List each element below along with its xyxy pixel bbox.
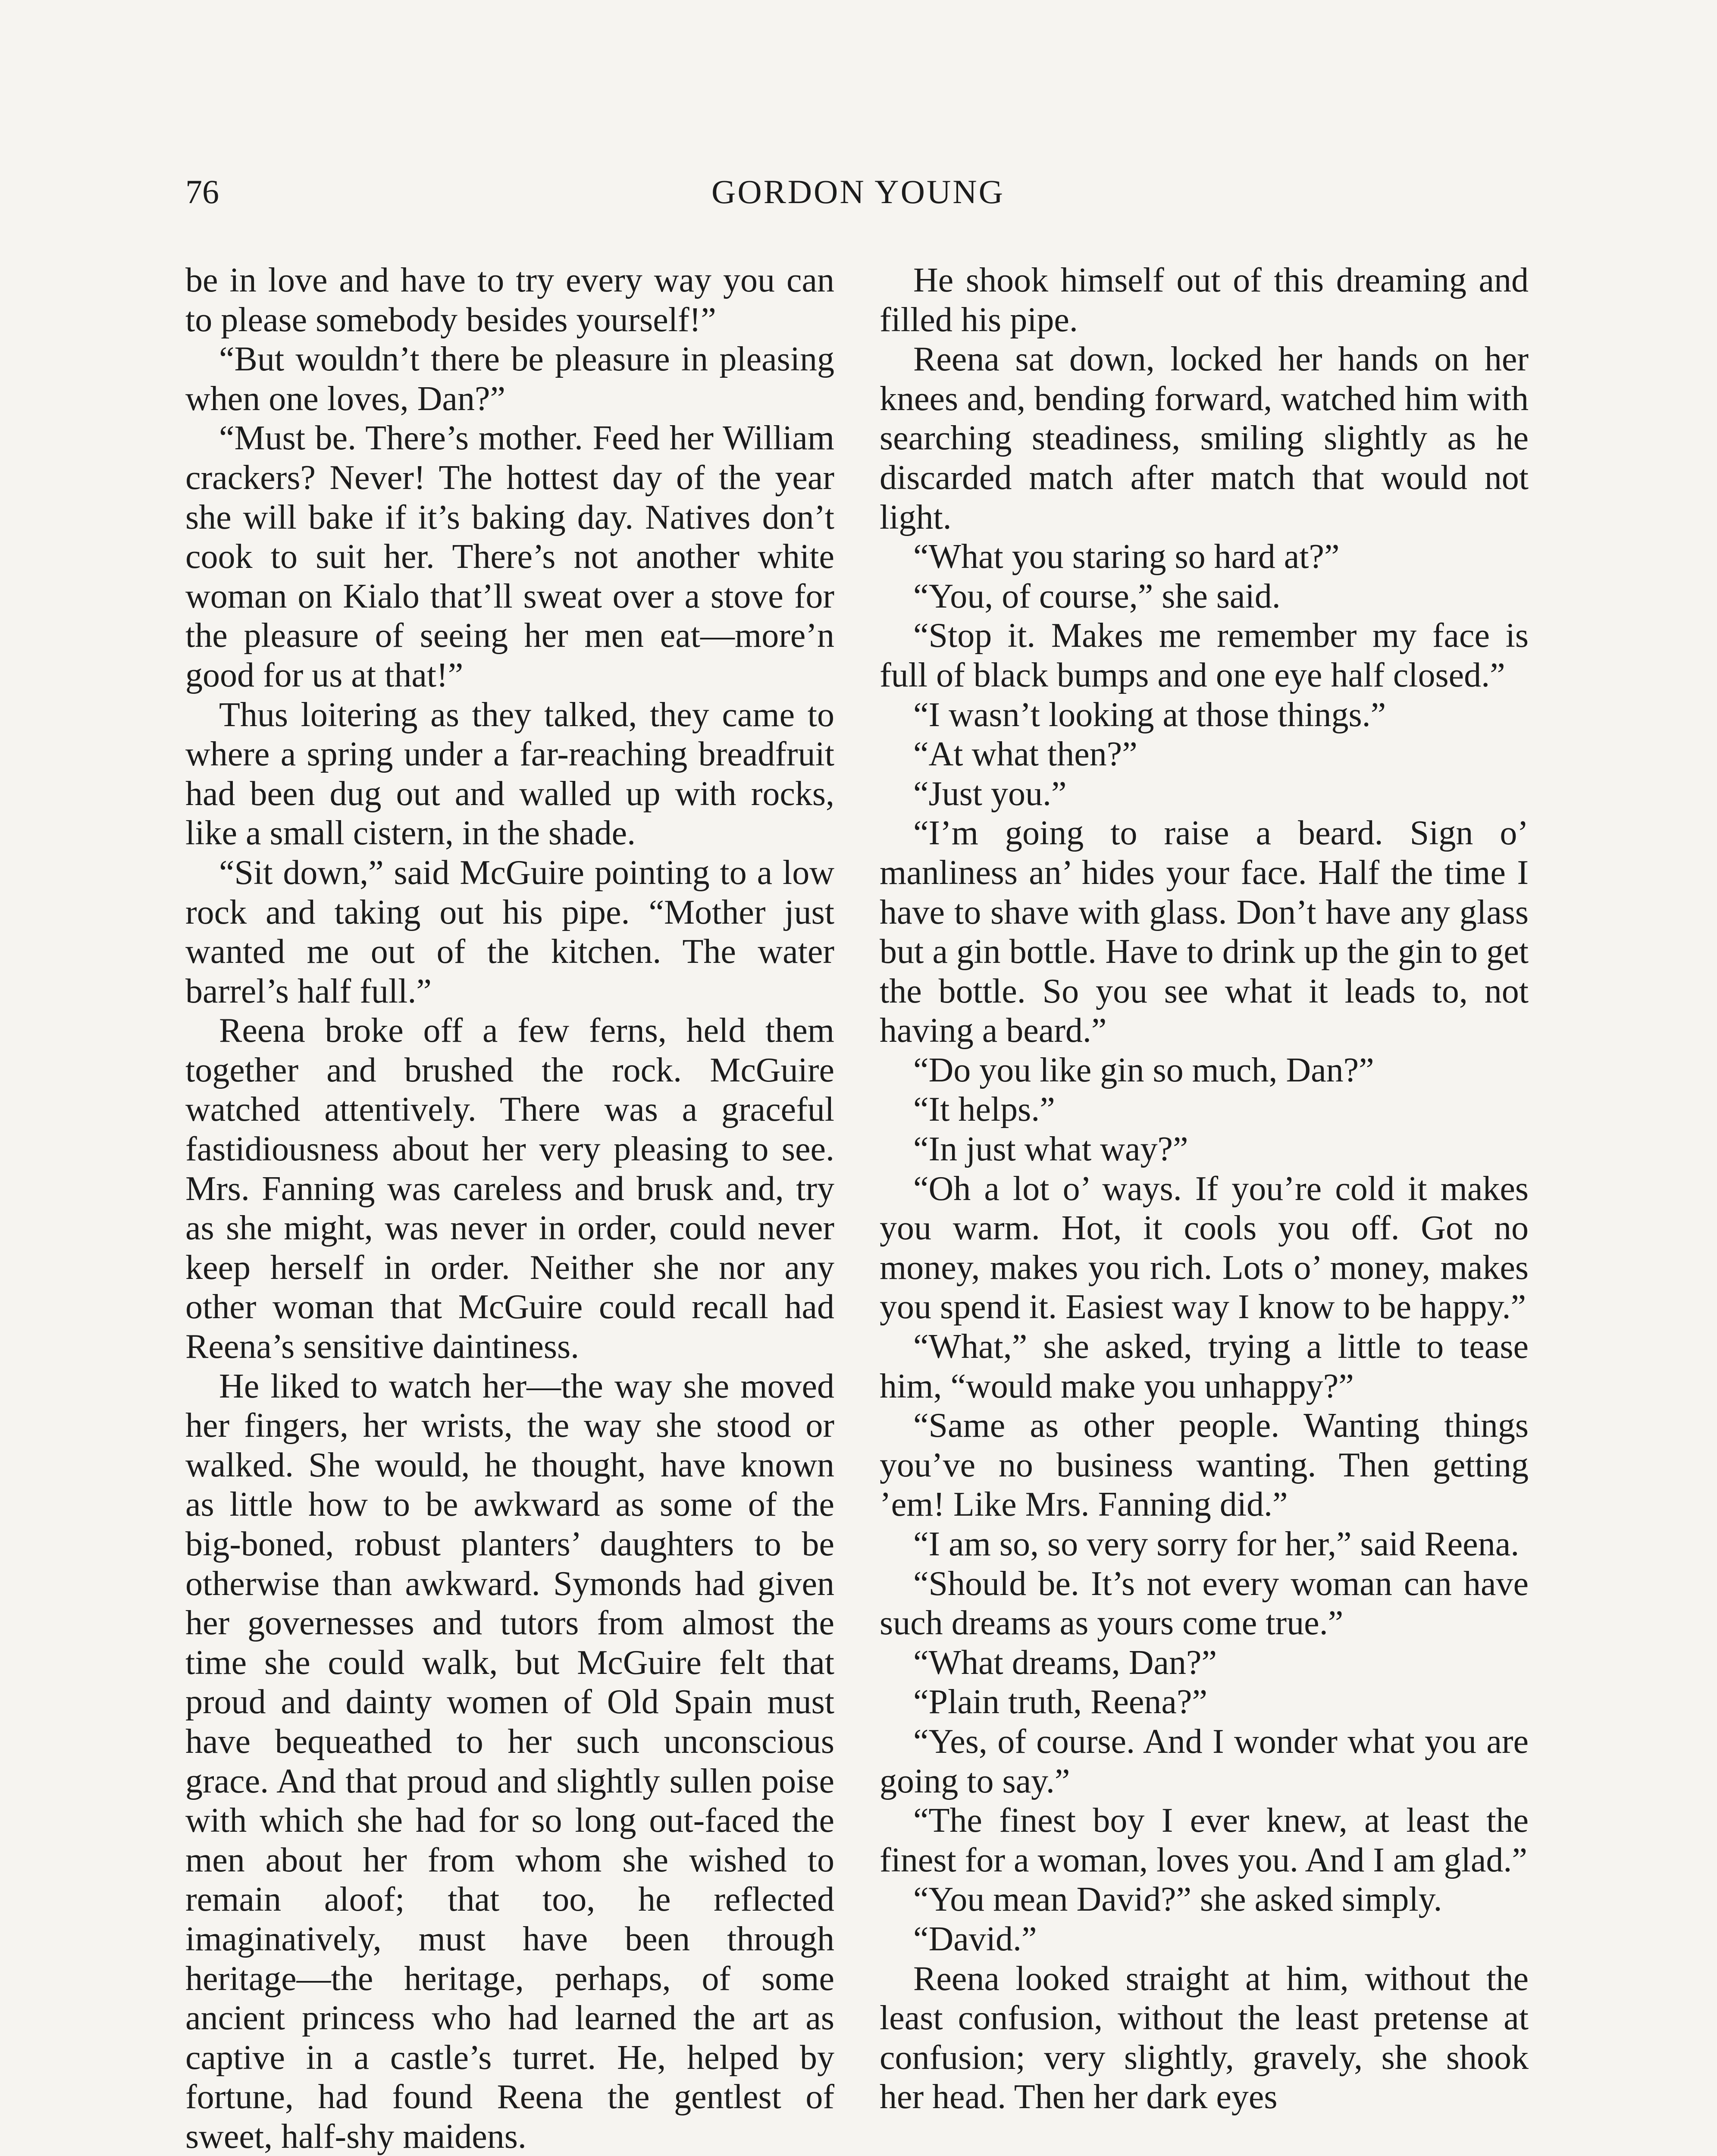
paragraph: “Stop it. Makes me remember my face is full of black bumps and one eye half closed.” [880,617,1529,694]
paragraph: “Just you.” [913,774,1067,813]
paragraph: “Should be. It’s not every woman can have such dreams as yours come true.” [880,1564,1529,1642]
paragraph: “Must be. There’s mother. Feed her William crackers? Never! The hottest day of the year she will bake if it’s baking day. Natives don’t cook to suit her. There’s not another white woman on Kialo that’ll sweat over a stove for the pleasure of seeing her men eat—more’n good for us at that!” [185,419,834,694]
paragraph: Reena sat down, locked her hands on her knees and, bending forward, watched him with searching steadiness, smiling slightly as he discarded match after match that would not light. [880,340,1529,536]
paragraph: “I wasn’t looking at those things.” [913,696,1386,734]
paragraph: Reena looked straight at him, without the least confusion, without the least pretense at confusion; very slightly, gravely, she shook her head. Then her dark eyes [880,1959,1529,2116]
paragraph: “What you staring so hard at?” [913,538,1340,576]
paragraph: He shook himself out of this dreaming and filled his pipe. [880,261,1529,339]
page-header [185,172,1531,220]
paragraph: “I’m going to raise a beard. Sign o’ manliness an’ hides your face. Half the time I have to shave with glass. Don’t have any glass but a gin bottle. Have to drink up the gin to get the bottle. So you see what it leads to, not having a beard.” [880,814,1529,1050]
paragraph: “It helps.” [913,1091,1055,1129]
paragraph: Reena broke off a few ferns, held them together and brushed the rock. McGuire watched attentively. There was a graceful fastidiousness about her very pleasing to see. Mrs. Fanning was careless and brusk and, try as she might, was never in order, could never keep herself in order. Neither she nor any other woman that McGuire could recall had Reena’s sensitive daintiness. [185,1012,834,1366]
paragraph: “Yes, of course. And I wonder what you are going to say.” [880,1722,1529,1800]
paragraph: “At what then?” [913,735,1137,774]
paragraph: “Do you like gin so much, Dan?” [913,1051,1374,1089]
paragraph: “Oh a lot o’ ways. If you’re cold it makes you warm. Hot, it cools you off. Got no money, makes you rich. Lots o’ money, makes you spend it. Easiest way I know to be happy.” [880,1169,1529,1326]
paragraph: “David.” [913,1920,1037,1958]
paragraph: “Sit down,” said McGuire pointing to a low rock and taking out his pipe. “Mother just wanted me out of the kitchen. The water barrel’s half full.” [185,853,834,1010]
paragraph: “I am so, so very sorry for her,” said Reena. [913,1525,1520,1563]
paragraph: be in love and have to try every way you can to please somebody besides yourself!” [185,261,834,339]
paragraph: “Same as other people. Wanting things you’ve no business wanting. Then getting ’em! Like Mrs. Fanning did.” [880,1407,1529,1524]
paragraph: “But wouldn’t there be pleasure in pleasing when one loves, Dan?” [185,340,834,418]
left-column [185,261,834,2156]
paragraph: “What dreams, Dan?” [913,1643,1217,1682]
paragraph: “What,” she asked, trying a little to tease him, “would make you unhappy?” [880,1328,1529,1405]
page-number: 76 [185,173,219,210]
running-head: GORDON YOUNG [711,173,1005,210]
paragraph: “You mean David?” she asked simply. [913,1880,1442,1919]
paragraph: “The finest boy I ever knew, at least the finest for a woman, loves you. And I am glad.” [880,1802,1529,1879]
paragraph: Thus loitering as they talked, they came to where a spring under a far-reaching breadfruit had been dug out and walled up with rocks, like a small cistern, in the shade. [185,696,834,852]
paragraph: “You, of course,” she said. [913,577,1281,615]
paragraph: “In just what way?” [913,1130,1188,1169]
paragraph: He liked to watch her—the way she moved her fingers, her wrists, the way she stood or walked. She would, he thought, have known as little how to be awkward as some of the big-boned, robust planters’ daughters to be otherwise than awkward. Symonds had given her governesses and tutors from almost the time she could walk, but McGuire felt that proud and dainty women of Old Spain must have bequeathed to her such unconscious grace. And that proud and slightly sullen poise with which she had for so long out-faced the men about her from whom she wished to remain aloof; that too, he reflected imaginatively, must have been through heritage—the heritage, perhaps, of some ancient princess who had learned the art as captive in a castle’s turret. He, helped by fortune, had found Reena the gentlest of sweet, half-shy maidens. [185,1367,834,2156]
paragraph: “Plain truth, Reena?” [913,1683,1207,1721]
right-column [880,261,1529,2117]
